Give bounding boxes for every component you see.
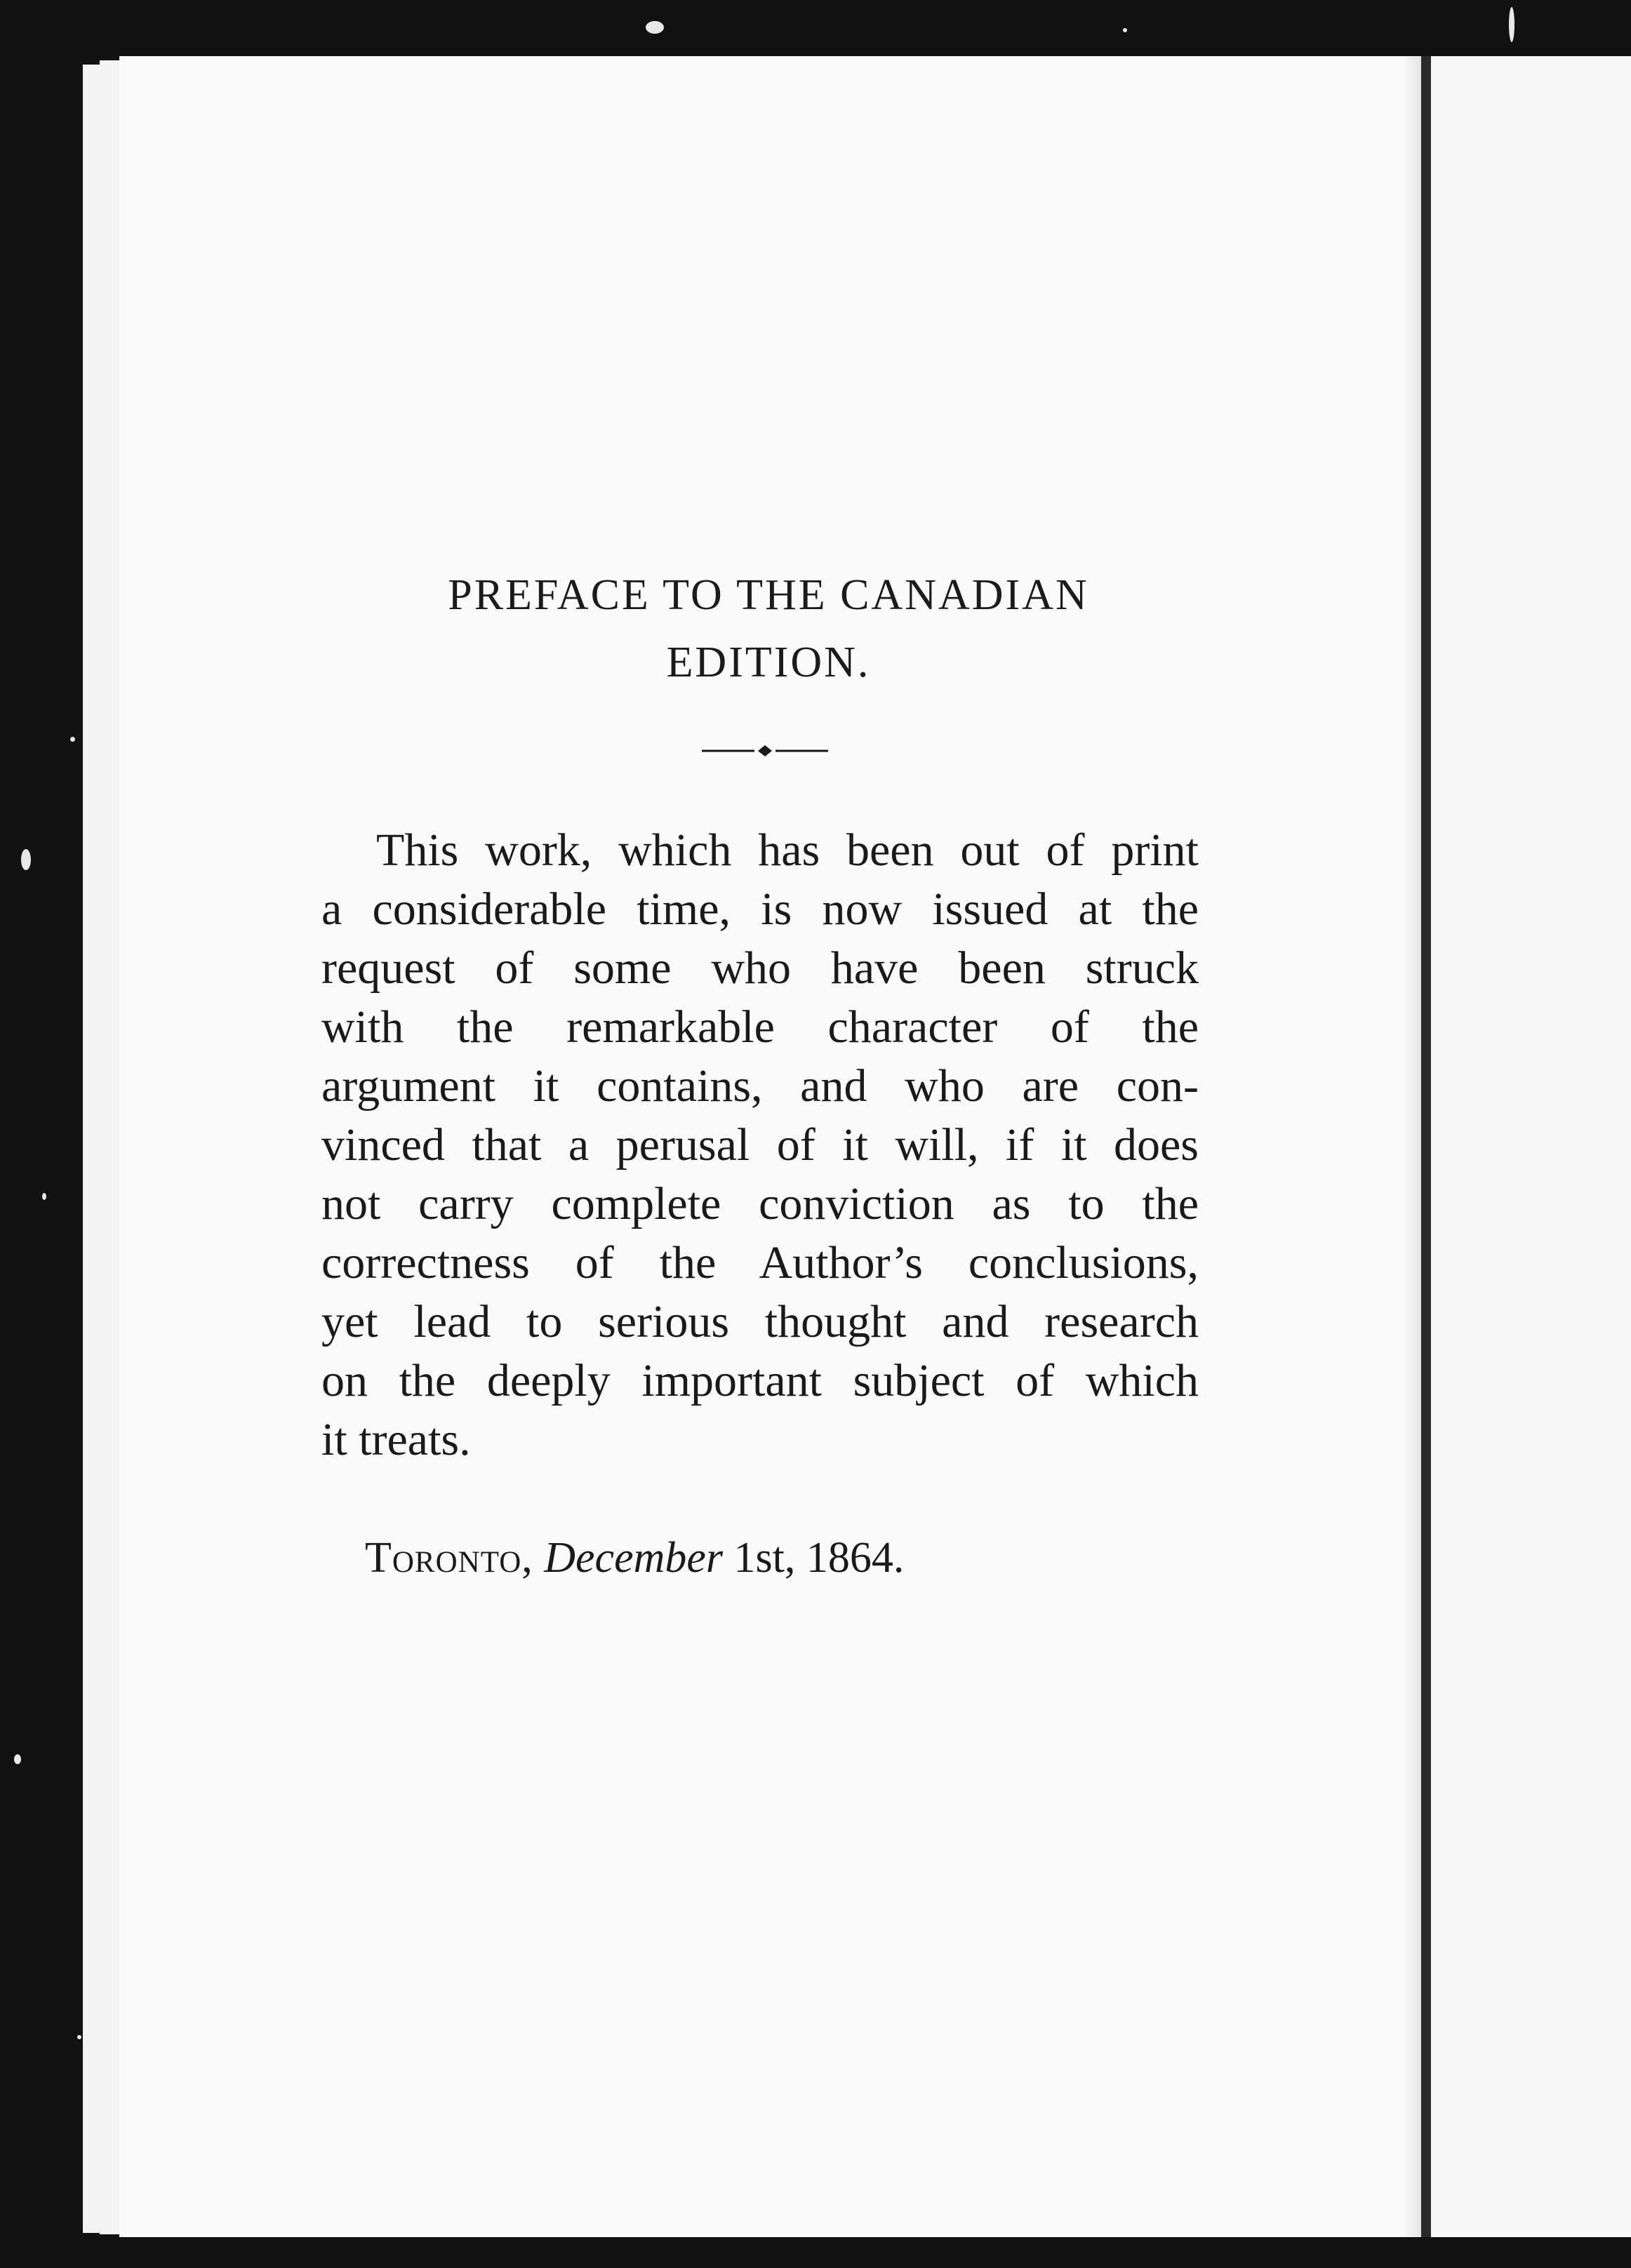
dateline-place: Toronto, — [365, 1534, 533, 1582]
gutter-shadow — [1404, 56, 1421, 2237]
body-line: a considerable time, is now issued at the — [321, 883, 1199, 935]
body-line: vinced that a perusal of it will, if it does — [321, 1119, 1199, 1170]
dust-speck — [646, 21, 664, 34]
body-line: on the deeply important subject of which — [321, 1355, 1199, 1406]
dust-speck — [1123, 28, 1127, 32]
body-line: with the remarkable character of the — [321, 1001, 1199, 1053]
body-line: This work, which has been out of print — [376, 825, 1199, 876]
dust-speck — [1509, 7, 1514, 42]
dateline-month: December — [544, 1534, 724, 1582]
facing-page — [1431, 56, 1631, 2237]
body-line: yet lead to serious thought and research — [321, 1296, 1199, 1347]
body-line: not carry complete conviction as to the — [321, 1178, 1199, 1229]
dust-speck — [42, 1193, 46, 1200]
dust-speck — [70, 737, 75, 742]
title-line: PREFACE TO THE CANADIAN — [448, 571, 1089, 619]
binding-gutter — [1421, 56, 1431, 2237]
body-line: it treats. — [321, 1414, 471, 1465]
title-line: EDITION. — [666, 639, 871, 686]
body-line: argument it contains, and who are con- — [321, 1060, 1199, 1112]
body-line: correctness of the Author’s conclusions, — [321, 1237, 1199, 1288]
preface-body — [321, 821, 1199, 1469]
dust-speck — [21, 849, 31, 870]
body-line: request of some who have been struck — [321, 942, 1199, 994]
preface-title — [295, 561, 1242, 696]
dust-speck — [14, 1754, 21, 1764]
ornament-divider — [702, 744, 828, 758]
dateline-date: 1st, 1864. — [733, 1534, 905, 1582]
dateline — [365, 1530, 904, 1586]
dust-speck — [77, 2035, 81, 2039]
